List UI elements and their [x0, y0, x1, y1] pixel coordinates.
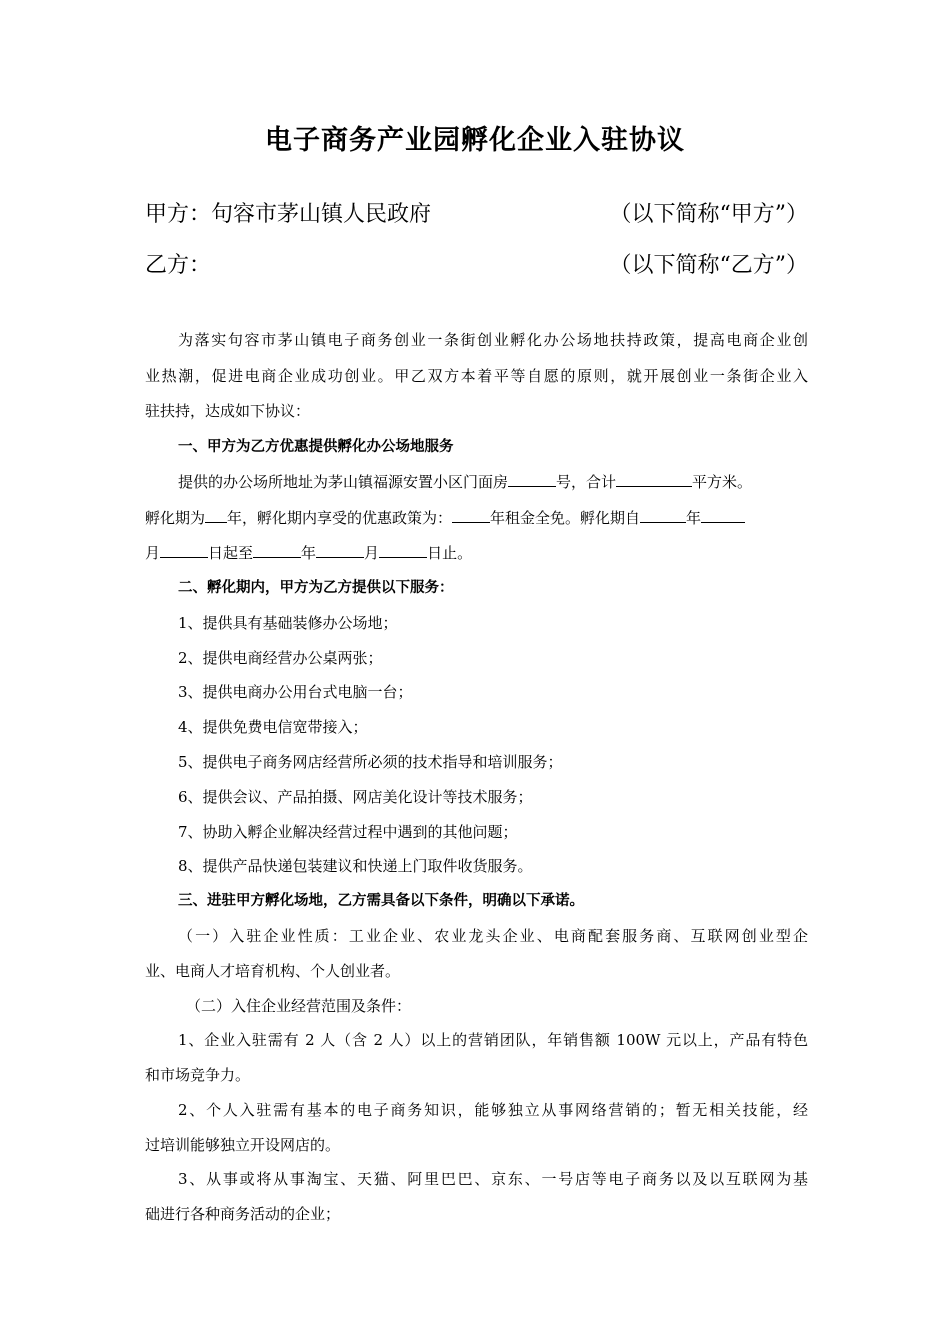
period-years-blank	[205, 506, 227, 523]
house-number-blank	[508, 470, 556, 487]
policy-text: 年，孵化期内享受的优惠政策为：	[227, 509, 453, 527]
end-month-text: 月	[364, 544, 380, 562]
section-1-line-3	[145, 541, 808, 565]
party-a-line	[145, 198, 808, 232]
enterprise-type-line-2: 业、电商人才培育机构、个人创业者。	[145, 962, 401, 980]
service-item: 2、提供电商经营办公桌两张；	[178, 649, 383, 667]
condition-1-line-2: 和市场竞争力。	[145, 1066, 251, 1084]
address-text: 提供的办公场所地址为茅山镇福源安置小区门面房	[178, 473, 509, 491]
section-3-heading: 三、进驻甲方孵化场地，乙方需具备以下条件，明确以下承诺。	[178, 893, 584, 909]
section-1-heading: 一、甲方为乙方优惠提供孵化办公场地服务	[178, 439, 454, 455]
end-text: 日止。	[427, 544, 473, 562]
period-label: 孵化期为	[145, 509, 206, 527]
year-text: 年	[686, 509, 702, 527]
area-unit-text: 平方米。	[692, 473, 753, 491]
service-item: 7、协助入孵企业解决经营过程中遇到的其他问题；	[178, 823, 518, 841]
party-b-name: 乙方：	[145, 253, 212, 278]
start-year-blank	[640, 506, 686, 523]
free-years-blank	[452, 506, 490, 523]
condition-2-line-1: 2、个人入驻需有基本的电子商务知识，能够独立从事网络营销的；暂无相关技能，经	[178, 1101, 808, 1119]
business-scope-heading: （二）入住企业经营范围及条件：	[186, 997, 412, 1015]
intro-line-3: 驻扶持，达成如下协议：	[145, 402, 311, 420]
start-day-blank	[160, 541, 208, 558]
section-1-line-1	[178, 470, 808, 494]
section-2-heading: 二、孵化期内，甲方为乙方提供以下服务：	[178, 580, 454, 596]
end-day-blank	[379, 541, 427, 558]
service-item: 3、提供电商办公用台式电脑一台；	[178, 683, 413, 701]
section-1-line-2	[145, 506, 808, 530]
party-b-line	[145, 249, 808, 283]
service-item: 6、提供会议、产品拍摄、网店美化设计等技术服务；	[178, 788, 533, 806]
start-month-blank	[701, 506, 745, 523]
enterprise-type-line-1: （一）入驻企业性质：工业企业、农业龙头企业、电商配套服务商、互联网创业型企	[178, 927, 808, 945]
service-item: 5、提供电子商务网店经营所必须的技术指导和培训服务；	[178, 753, 563, 771]
end-month-blank	[316, 541, 364, 558]
condition-3-line-1: 3、从事或将从事淘宝、天猫、阿里巴巴、京东、一号店等电子商务以及以互联网为基	[178, 1170, 808, 1188]
number-suffix-text: 号，合计	[556, 473, 617, 491]
service-item: 1、提供具有基础装修办公场地；	[178, 614, 398, 632]
service-item: 8、提供产品快递包装建议和快递上门取件收货服务。	[178, 857, 533, 875]
service-item: 4、提供免费电信宽带接入；	[178, 718, 368, 736]
area-blank	[616, 470, 692, 487]
start-to-text: 日起至	[208, 544, 254, 562]
intro-line-1: 为落实句容市茅山镇电子商务创业一条街创业孵化办公场地扶持政策，提高电商企业创	[178, 331, 808, 349]
document-title: 电子商务产业园孵化企业入驻协议	[265, 125, 685, 156]
end-year-text: 年	[301, 544, 317, 562]
condition-2-line-2: 过培训能够独立开设网店的。	[145, 1136, 341, 1154]
party-a-name: 甲方：句容市茅山镇人民政府	[145, 202, 432, 227]
condition-1-line-1: 1、企业入驻需有 2 人（含 2 人）以上的营销团队，年销售额 100W 元以上，产品有特色	[178, 1031, 808, 1049]
rent-free-text: 年租金全免。孵化期自	[490, 509, 641, 527]
party-b-alias: （以下简称“乙方”）	[609, 253, 808, 278]
condition-3-line-2: 础进行各种商务活动的企业；	[145, 1205, 341, 1223]
end-year-blank	[253, 541, 301, 558]
intro-line-2: 业热潮，促进电商企业成功创业。甲乙双方本着平等自愿的原则，就开展创业一条街企业入	[145, 367, 808, 385]
month-text: 月	[145, 544, 161, 562]
party-a-alias: （以下简称“甲方”）	[609, 202, 808, 227]
